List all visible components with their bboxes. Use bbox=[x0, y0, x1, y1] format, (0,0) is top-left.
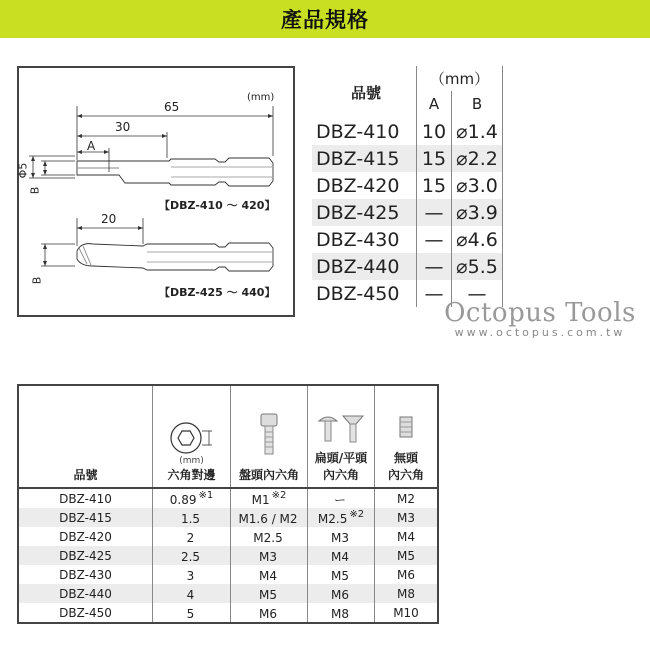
compat-model: DBZ-420 bbox=[59, 529, 112, 544]
compat-set: M8 bbox=[375, 584, 439, 603]
bit-2-outline bbox=[77, 243, 273, 271]
spec-header-b: B bbox=[452, 91, 503, 118]
compat-header-hex bbox=[153, 385, 231, 488]
compat-row bbox=[18, 603, 438, 623]
set-screw-icon bbox=[396, 415, 416, 439]
compat-model: DBZ-440 bbox=[18, 584, 153, 603]
compat-pan: M3 bbox=[231, 546, 308, 565]
hex-socket-icon bbox=[166, 420, 218, 456]
compat-model: DBZ-450 bbox=[59, 605, 112, 620]
compat-flat: ー bbox=[308, 488, 375, 508]
compat-pan: M2.5 bbox=[231, 527, 308, 546]
compat-pan: M4 bbox=[231, 565, 308, 584]
spec-model: DBZ-450 bbox=[316, 282, 400, 305]
spec-header-model: 品號 bbox=[350, 83, 381, 102]
compat-hex: 2.5 bbox=[153, 546, 231, 565]
spec-b: ⌀5.5 bbox=[452, 253, 503, 280]
dim-b-label: B bbox=[28, 186, 42, 195]
compat-hex: 3 bbox=[153, 565, 231, 584]
dim-a-label: A bbox=[87, 139, 96, 153]
compat-model: DBZ-430 bbox=[59, 567, 112, 582]
spec-model: DBZ-415 bbox=[312, 145, 417, 172]
compat-row bbox=[18, 565, 438, 584]
spec-row bbox=[312, 226, 503, 253]
compat-header-set-label-2: 內六角 bbox=[387, 468, 424, 482]
compat-set: M10 bbox=[375, 603, 439, 623]
compat-hex: 4 bbox=[153, 584, 231, 603]
compat-pan: M1 $^{※2}$ bbox=[231, 488, 308, 508]
compat-pan: M5 bbox=[231, 584, 308, 603]
compat-header-flat-label-2: 內六角 bbox=[322, 468, 359, 482]
compat-set: M3 bbox=[375, 508, 439, 527]
brand-name: Octopus Tools bbox=[444, 298, 636, 328]
dimension-diagram bbox=[17, 66, 295, 317]
compat-pan: M1.6 / M2 bbox=[231, 508, 308, 527]
compat-model: DBZ-410 bbox=[59, 491, 112, 506]
spec-a: 10 bbox=[417, 118, 452, 145]
spec-a: — bbox=[417, 226, 452, 253]
spec-a: 15 bbox=[417, 145, 452, 172]
spec-header-row-1 bbox=[312, 66, 503, 91]
spec-b: — bbox=[452, 280, 503, 307]
compat-row bbox=[18, 488, 438, 508]
note-mark: ※2 bbox=[271, 490, 287, 501]
spec-model: DBZ-420 bbox=[316, 174, 400, 197]
spec-a: 15 bbox=[417, 172, 452, 199]
dim-phi5-label: Φ5 bbox=[16, 162, 30, 179]
compat-header-set bbox=[375, 385, 439, 488]
compat-flat: M5 bbox=[308, 565, 375, 584]
bit-1-outline bbox=[77, 158, 273, 186]
compat-row bbox=[18, 546, 438, 565]
compat-hex-unit: (mm) bbox=[179, 456, 204, 466]
note-mark: ※2 bbox=[349, 509, 365, 520]
compat-header-row bbox=[18, 385, 438, 488]
compat-set: M4 bbox=[375, 527, 439, 546]
compat-header-flat-label-1: 扁頭/平頭 bbox=[314, 451, 368, 465]
note-mark: ※1 bbox=[198, 490, 214, 501]
compat-flat: M4 bbox=[308, 546, 375, 565]
dim-total-label: 65 bbox=[164, 100, 180, 114]
compat-pan: M6 bbox=[231, 603, 308, 623]
caption-bit-1: 【DBZ-410 ～ 420】 bbox=[159, 199, 276, 212]
compat-header-set-label-1: 無頭 bbox=[393, 451, 418, 465]
dim-30-label: 30 bbox=[115, 120, 131, 134]
bit-drawing bbox=[19, 68, 295, 317]
compat-flat: M3 bbox=[308, 527, 375, 546]
caption-bit-2: 【DBZ-425 ～ 440】 bbox=[159, 286, 276, 299]
page-title: 產品規格 bbox=[281, 8, 369, 32]
compat-set: M5 bbox=[375, 546, 439, 565]
spec-row bbox=[312, 199, 503, 226]
spec-b: ⌀2.2 bbox=[452, 145, 503, 172]
spec-row bbox=[312, 118, 503, 145]
compat-header-flat bbox=[308, 385, 375, 488]
compat-flat: M2.5 $^{※2}$ bbox=[308, 508, 375, 527]
spec-b: ⌀3.0 bbox=[452, 172, 503, 199]
compat-hex: 1.5 bbox=[153, 508, 231, 527]
button-flat-head-screw-icon bbox=[316, 413, 366, 445]
spec-row bbox=[312, 145, 503, 172]
compat-model: DBZ-415 bbox=[18, 508, 153, 527]
spec-a: — bbox=[417, 253, 452, 280]
spec-b: ⌀3.9 bbox=[452, 199, 503, 226]
compat-header-model-label: 品號 bbox=[73, 468, 98, 482]
compat-header-model bbox=[18, 385, 153, 488]
title-banner bbox=[0, 0, 650, 38]
compat-flat: M6 bbox=[308, 584, 375, 603]
compat-table bbox=[17, 384, 439, 624]
spec-row bbox=[312, 253, 503, 280]
compat-hex: 0.89 $^{※1}$ bbox=[153, 488, 231, 508]
compat-set: M6 bbox=[375, 565, 439, 584]
compat-row bbox=[18, 527, 438, 546]
spec-model: DBZ-440 bbox=[312, 253, 417, 280]
dim-20-label: 20 bbox=[101, 212, 117, 226]
spec-model: DBZ-425 bbox=[312, 199, 417, 226]
compat-hex: 2 bbox=[153, 527, 231, 546]
spec-table bbox=[312, 66, 503, 307]
compat-table-wrap bbox=[17, 384, 439, 624]
compat-flat: M8 bbox=[308, 603, 375, 623]
spec-a: — bbox=[417, 280, 452, 307]
spec-row bbox=[312, 172, 503, 199]
brand-url: www.octopus.com.tw bbox=[454, 326, 626, 339]
spec-header-unit: （mm） bbox=[417, 66, 503, 91]
spec-b: ⌀1.4 bbox=[452, 118, 503, 145]
compat-hex: 5 bbox=[153, 603, 231, 623]
compat-header-pan-label: 盤頭內六角 bbox=[238, 468, 299, 482]
compat-row bbox=[18, 508, 438, 527]
compat-header-pan bbox=[231, 385, 308, 488]
compat-model: DBZ-425 bbox=[18, 546, 153, 565]
diagram-unit: (mm) bbox=[247, 92, 275, 103]
spec-model: DBZ-410 bbox=[316, 120, 400, 143]
compat-header-hex-label: 六角對邊 bbox=[167, 468, 216, 482]
spec-model: DBZ-430 bbox=[316, 228, 400, 251]
spec-table-wrap bbox=[312, 66, 503, 307]
brand-watermark bbox=[440, 298, 640, 339]
spec-b: ⌀4.6 bbox=[452, 226, 503, 253]
socket-head-screw-icon bbox=[256, 412, 282, 458]
compat-set: M2 bbox=[375, 488, 439, 508]
compat-row bbox=[18, 584, 438, 603]
dim-b2-label: B bbox=[30, 276, 44, 285]
spec-header-a: A bbox=[417, 91, 452, 118]
spec-a: — bbox=[417, 199, 452, 226]
